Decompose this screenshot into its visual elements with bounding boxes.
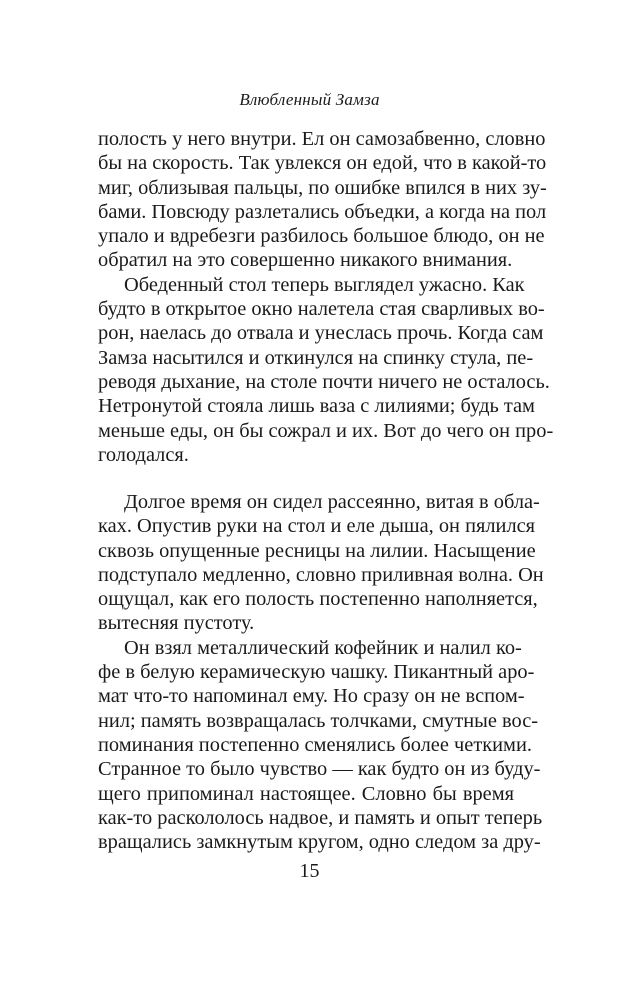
text-line: меньше еды, он бы сожрал и их. Вот до чего он про- [98,419,554,442]
text-line: будто в открытое окно налетела стая сварливых во- [98,298,545,321]
text-line: как-то раскололось надвое, и память и опыт теперь [98,806,543,829]
text-line: бами. Повсюду разлетались объедки, а когда на пол [98,200,547,223]
text-line: мат что-то напоминал ему. Но сразу он не вспом- [98,685,525,708]
text-line: фе в белую керамическую чашку. Пикантный аро- [98,661,535,684]
running-header-title: Влюбленный Замза [239,90,380,109]
text-line: Замза насытился и откинулся на спинку стула, пе- [98,346,534,369]
text-line: поминания постепенно сменялись более четкими. [98,733,532,756]
text-line: голодался. [98,443,189,466]
text-line: Нетронутой стояла лишь ваза с лилиями; будь там [98,395,535,418]
paragraph [98,273,554,467]
text-line: щего припоминал настоящее. Словно бы время [98,782,514,805]
text-line: подступало медленно, словно приливная волна. Он [98,563,544,586]
text-line: полость у него внутри. Ел он самозабвенно, словно [98,128,546,150]
text-line: нил; память возвращалась толчками, смутные вос- [98,709,539,732]
text-line: вытесняя пустоту. [98,612,255,635]
text-line: Обеденный стол теперь выглядел ужасно. Как [124,273,525,296]
paragraph [98,636,543,855]
text-line: ках. Опустив руки на стол и еле дыша, он пялился [98,515,536,538]
text-line: рон, наелась до отвала и унеслась прочь. Когда сам [98,322,544,345]
paragraph [98,490,544,636]
paragraph [98,127,547,273]
text-line: миг, облизывая пальцы, по ошибке впился в них зу- [98,176,547,199]
text-line: реводя дыхание, на столе почти ничего не осталось. [98,370,550,393]
text-line: Странное то было чувство — как будто он из буду- [98,758,541,781]
text-line: Долгое время он сидел рассеянно, витая в обла- [124,491,540,513]
page-number: 15 [299,860,320,882]
text-line: Он взял металлический кофейник и налил ко- [124,636,522,659]
text-line: бы на скорость. Так увлекся он едой, что в какой-то [98,152,547,175]
text-line: ощущал, как его полость постепенно наполняется, [98,588,538,611]
text-line: сквозь опущенные ресницы на лилии. Насыщение [98,539,536,562]
text-line: вращались замкнутым кругом, одно следом за дру- [98,831,541,854]
text-line: упало и вдребезги разбилось большое блюдо, он не [98,225,545,248]
body-text-section-1 [98,127,554,467]
body-text-section-2 [98,490,544,854]
text-line: обратил на это совершенно никакого внимания. [98,249,513,272]
